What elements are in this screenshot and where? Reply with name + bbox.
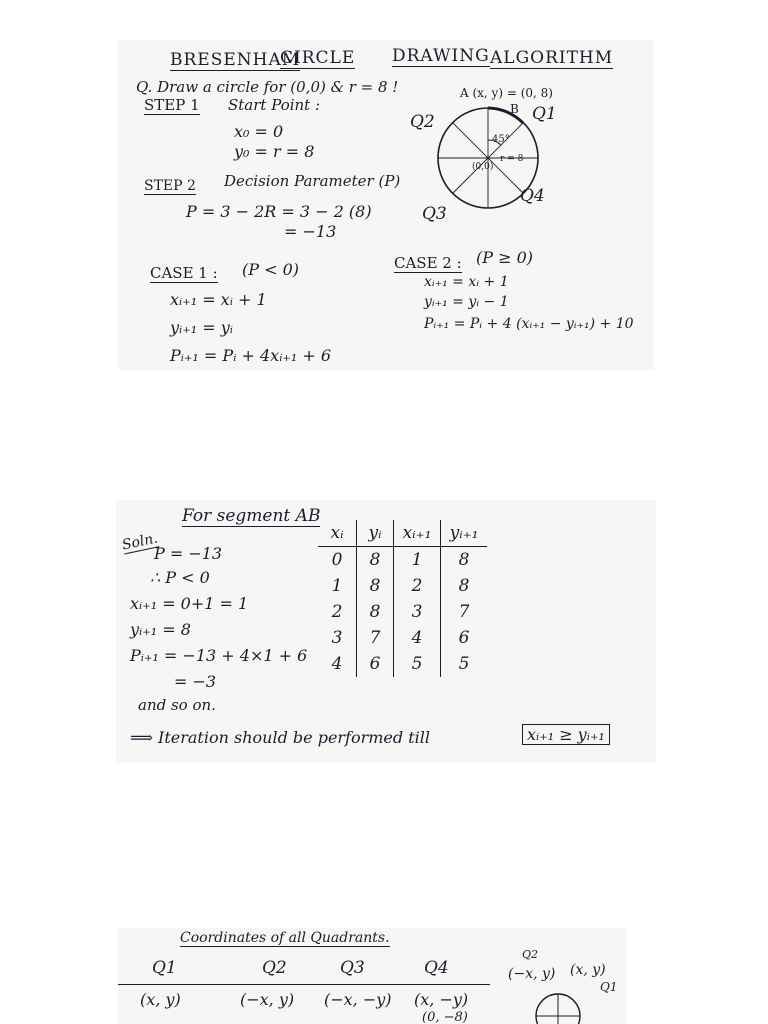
quadrant-header-q4: Q4	[424, 958, 449, 978]
side-left-coordinate: (−x, y)	[508, 966, 556, 982]
side-q2-label: Q2	[522, 948, 539, 961]
q3-coordinate: (−x, −y)	[324, 990, 392, 1009]
title-word-2: CIRCLE	[280, 48, 356, 68]
cell-xi1: 1	[394, 547, 441, 574]
cell-xi1: 4	[394, 625, 441, 651]
title-word-3: DRAWING	[392, 46, 490, 66]
cell-yi: 8	[357, 599, 394, 625]
header-divider	[118, 984, 490, 985]
iteration-table	[318, 520, 487, 677]
point-a-label: A (x, y) = (0, 8)	[460, 86, 553, 100]
segment-heading: For segment AB	[182, 506, 321, 526]
case1-line-1: xᵢ₊₁ = xᵢ + 1	[170, 290, 267, 309]
case2-line-1: xᵢ₊₁ = xᵢ + 1	[424, 274, 509, 290]
cell-yi1: 8	[458, 576, 470, 596]
step2-label: STEP 2	[144, 178, 196, 194]
cell-xi: 0	[318, 547, 357, 574]
quadrant-q3-label: Q3	[422, 204, 447, 224]
table-row	[318, 573, 487, 599]
question: Q. Draw a circle for (0,0) & r = 8 !	[136, 78, 399, 96]
case2-line-3: Pᵢ₊₁ = Pᵢ + 4 (xᵢ₊₁ − yᵢ₊₁) + 10	[424, 316, 634, 332]
work-line-6: = −3	[174, 672, 217, 691]
conclusion: ⟹ Iteration should be performed till	[130, 728, 431, 747]
cell-yi: 8	[357, 573, 394, 599]
cell-xi: 4	[318, 651, 357, 677]
cell-xi1: 5	[394, 651, 441, 677]
stop-condition: xᵢ₊₁ ≥ yᵢ₊₁	[522, 724, 610, 745]
case2-condition: (P ≥ 0)	[476, 248, 534, 267]
small-circle-diagram	[528, 980, 592, 1024]
notes-page-3	[118, 928, 626, 1024]
cell-yi: 6	[357, 651, 394, 677]
cell-yi1: 5	[458, 654, 470, 674]
and-so-on: and so on.	[138, 696, 216, 714]
case2-line-2: yᵢ₊₁ = yᵢ − 1	[424, 294, 509, 310]
side-right-coordinate: (x, y)	[570, 962, 606, 978]
col-yi-header: yᵢ	[357, 520, 394, 547]
title-word-1: BRESENHAM	[170, 50, 301, 70]
case2-label: CASE 2 :	[394, 254, 462, 272]
col-xi-header: xᵢ	[318, 520, 357, 547]
quadrant-q1-label: Q1	[532, 104, 557, 124]
step1-heading: Start Point :	[228, 96, 321, 114]
cell-yi: 8	[357, 547, 394, 574]
case1-line-3: Pᵢ₊₁ = Pᵢ + 4xᵢ₊₁ + 6	[170, 346, 332, 365]
table-row	[318, 599, 487, 625]
work-line-2: ∴ P < 0	[150, 568, 210, 587]
cell-xi: 1	[318, 573, 357, 599]
case1-condition: (P < 0)	[242, 260, 300, 279]
origin-label: (0,0)	[472, 162, 494, 172]
quadrant-q4-label: Q4	[520, 186, 545, 206]
col-xi1-header: xᵢ₊₁	[394, 520, 441, 547]
case1-line-2: yᵢ₊₁ = yᵢ	[170, 318, 233, 337]
cell-xi1: 3	[394, 599, 441, 625]
step1-y0: y₀ = r = 8	[234, 142, 315, 161]
q1-coordinate: (x, y)	[140, 990, 181, 1009]
quadrant-q2-label: Q2	[410, 112, 435, 132]
cell-yi1: 7	[458, 602, 470, 622]
work-line-3: xᵢ₊₁ = 0+1 = 1	[130, 594, 249, 613]
notes-page-1	[118, 40, 654, 370]
quadrant-header-q1: Q1	[152, 958, 177, 978]
cell-yi1: 6	[458, 628, 470, 648]
side-q1-label: Q1	[600, 980, 618, 994]
angle-label: 45°	[492, 134, 510, 145]
work-line-4: yᵢ₊₁ = 8	[130, 620, 191, 639]
q2-coordinate: (−x, y)	[240, 990, 295, 1009]
radius-label: r = 8	[500, 154, 524, 164]
step1-x0: x₀ = 0	[234, 122, 284, 141]
work-line-5: Pᵢ₊₁ = −13 + 4×1 + 6	[130, 646, 308, 665]
solution-label: Soln.	[120, 530, 160, 554]
work-line-1: P = −13	[154, 544, 223, 563]
step2-line2: = −13	[284, 222, 337, 241]
table-header-row	[318, 520, 487, 547]
step1-label: STEP 1	[144, 96, 200, 114]
case1-label: CASE 1 :	[150, 264, 218, 282]
partial-coordinate: (0, −8)	[422, 1010, 468, 1024]
table-row	[318, 625, 487, 651]
table-row	[318, 547, 487, 574]
quadrant-header-q3: Q3	[340, 958, 365, 978]
cell-xi1: 2	[394, 573, 441, 599]
step2-line1: P = 3 − 2R = 3 − 2 (8)	[186, 202, 372, 221]
cell-yi: 7	[357, 625, 394, 651]
q4-coordinate: (x, −y)	[414, 990, 469, 1009]
title-word-4: ALGORITHM	[490, 48, 614, 68]
col-yi1-header: yᵢ₊₁	[449, 523, 479, 543]
cell-xi: 3	[318, 625, 357, 651]
point-b-label: B	[510, 102, 519, 116]
notes-page-2	[116, 500, 656, 762]
step2-heading: Decision Parameter (P)	[224, 172, 401, 190]
cell-yi1: 8	[458, 550, 470, 570]
table-row	[318, 651, 487, 677]
cell-xi: 2	[318, 599, 357, 625]
quadrant-header-q2: Q2	[262, 958, 287, 978]
quadrants-title: Coordinates of all Quadrants.	[180, 930, 390, 946]
